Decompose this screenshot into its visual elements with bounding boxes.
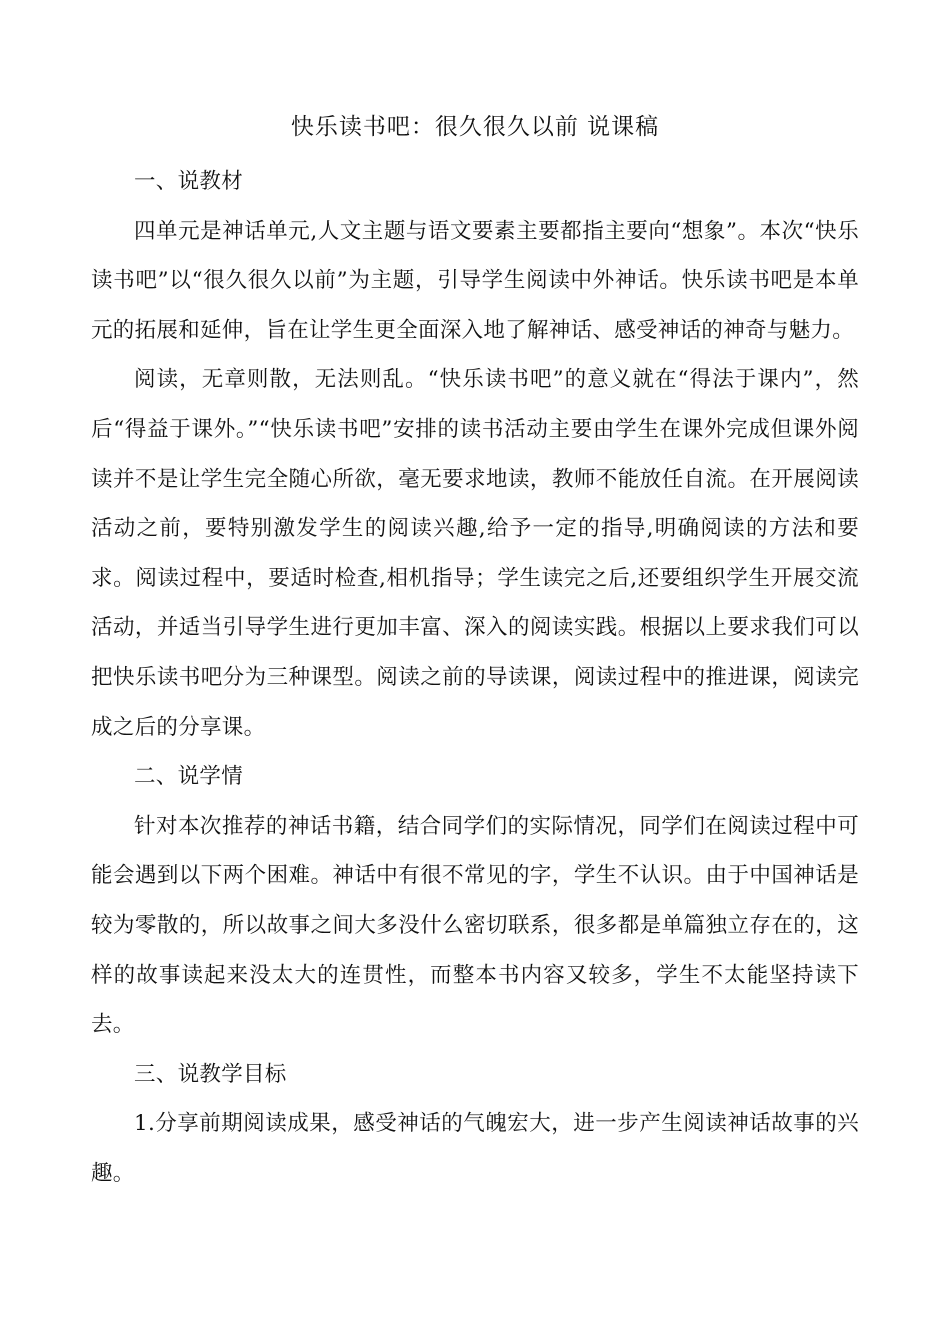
section-heading-objectives: 三、说教学目标 (134, 1061, 287, 1087)
paragraph-students-1: 针对本次推荐的神话书籍，结合同学们的实际情况，同学们在阅读过程中可能会遇到以下两个困难。神话中有很不常见的字，学生不认识。由于中国神话是较为零散的，所以故事之间大多没什么密切联系，很多都是单篇独立存在的，这样的故事读起来没太大的连贯性，而整本书内容又较多，学生不太能坚持读下去。 (91, 813, 859, 1038)
section-heading-students: 二、说学情 (134, 764, 244, 790)
section-heading-textbook: 一、说教材 (134, 169, 244, 194)
paragraph-textbook-2: 阅读，无章则散，无法则乱。“快乐读书吧”的意义就在“得法于课内”，然后“得益于课外。”“快乐读书吧”安排的读书活动主要由学生在课外完成但课外阅读并不是让学生完全随心所欲，毫无要求地读，教师不能放任自流。在开展阅读活动之前，要特别激发学生的阅读兴趣,给予一定的指导,明确阅读的方法和要求。阅读过程中，要适时检查,相机指导；学生读完之后,还要组织学生开展交流活动，并适当引导学生进行更加丰富、深入的阅读实践。根据以上要求我们可以把快乐读书吧分为三种课型。阅读之前的导读课，阅读过程中的推进课，阅读完成之后的分享课。 (91, 367, 859, 740)
paragraph-objectives-1: 1.分享前期阅读成果，感受神话的气魄宏大，进一步产生阅读神话故事的兴趣。 (91, 1111, 859, 1186)
document-body (91, 157, 859, 1198)
document-title: 快乐读书吧：很久很久以前 说课稿 (290, 114, 660, 140)
paragraph-textbook-1: 四单元是神话单元,人文主题与语文要素主要都指主要向“想象”。本次“快乐读书吧”以“很久很久以前”为主题，引导学生阅读中外神话。快乐读书吧是本单元的拓展和延伸，旨在让学生更全面深入地了解神话、感受神话的神奇与魅力。 (91, 218, 859, 343)
